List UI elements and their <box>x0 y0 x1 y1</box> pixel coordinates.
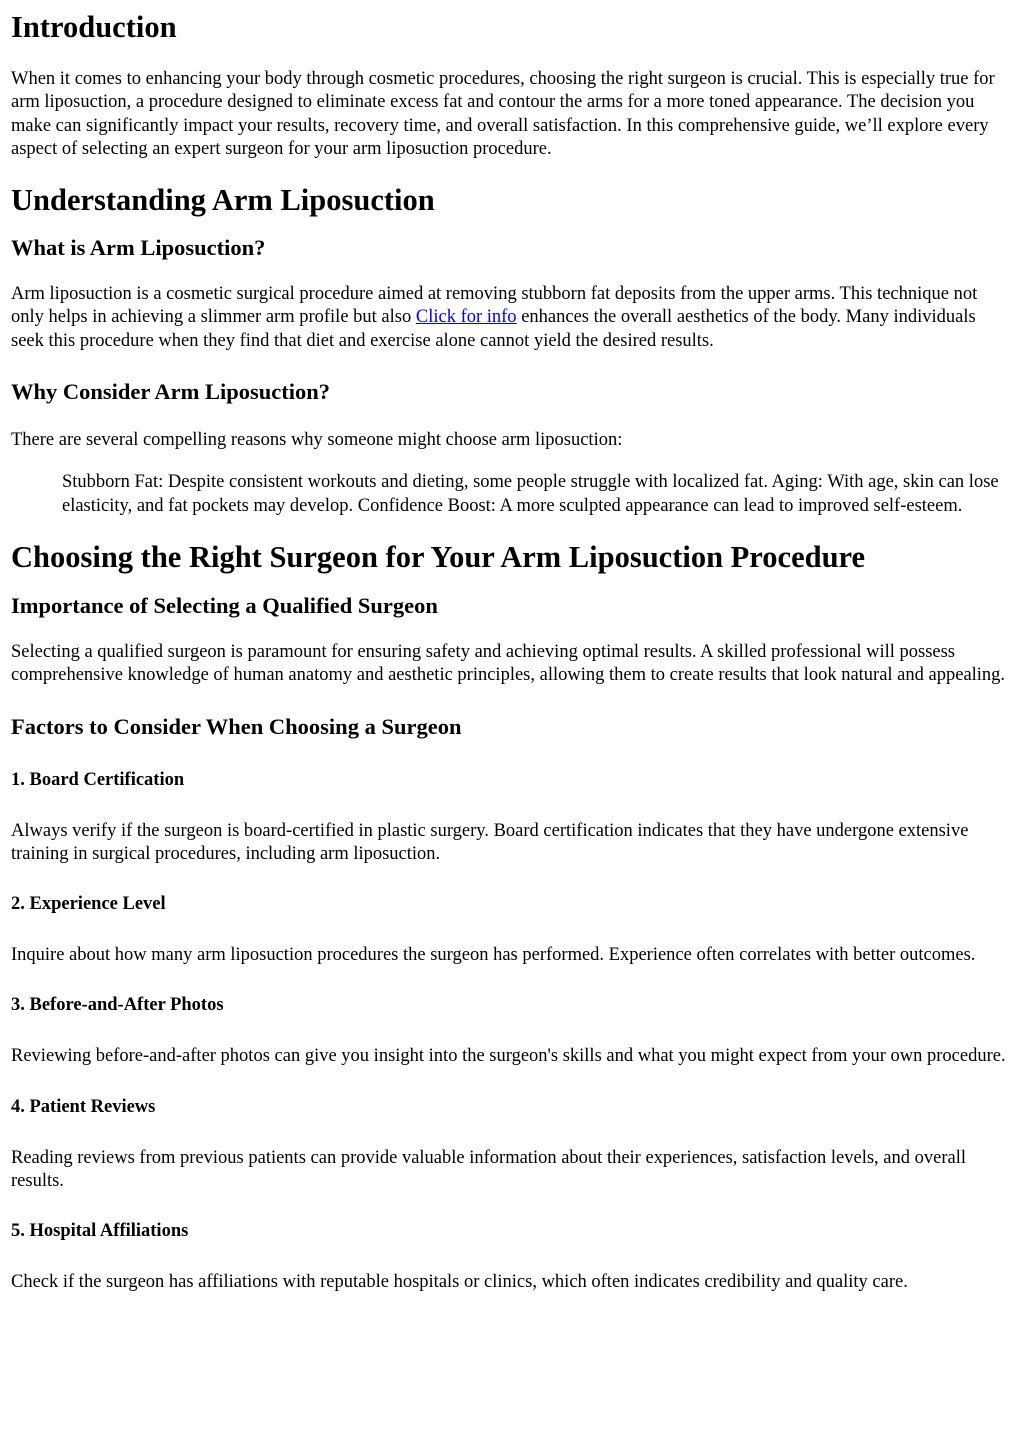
importance-heading: Importance of Selecting a Qualified Surgeon <box>11 592 438 618</box>
factor-text: Reviewing before-and-after photos can give you insight into the surgeon's skills and what you might expect from your own procedure. <box>11 1046 1006 1067</box>
factor-heading: 2. Experience Level <box>11 894 166 915</box>
intro-heading: Introduction <box>11 10 177 44</box>
why-heading: Why Consider Arm Liposuction? <box>11 379 331 405</box>
factor-heading: 5. Hospital Affiliations <box>11 1221 189 1242</box>
importance-paragraph: Selecting a qualified surgeon is paramount for ensuring safety and achieving optimal results. A skilled professional will possess comprehensive knowledge of human anatomy and aesthetic principles, allowing them to create results that look natural and appealing. <box>11 641 1006 686</box>
what-heading: What is Arm Liposuction? <box>11 235 266 261</box>
click-for-info-link[interactable]: Click for info <box>415 307 517 328</box>
factor-text: Check if the surgeon has affiliations with reputable hospitals or clinics, which often indicates credibility and quality care. <box>11 1272 908 1293</box>
factor-heading: 4. Patient Reviews <box>11 1096 156 1117</box>
factors-heading: Factors to Consider When Choosing a Surgeon <box>11 713 462 739</box>
understanding-heading: Understanding Arm Liposuction <box>11 183 435 218</box>
factor-heading: 3. Before-and-After Photos <box>11 995 224 1016</box>
what-paragraph <box>11 283 1013 353</box>
what-text-after-link: enhances the overall aesthetics of the body. Many individuals seek this procedure when they find that diet and exercise alone cannot yield the desired results. <box>11 307 976 351</box>
factor-text: Inquire about how many arm liposuction procedures the surgeon has performed. Experience often correlates with better outcomes. <box>11 945 976 966</box>
what-text-before-link: Arm liposuction is a cosmetic surgical procedure aimed at removing stubborn fat deposits from the upper arms. This technique not only helps in achieving a slimmer arm profile but also <box>11 284 978 328</box>
intro-paragraph: When it comes to enhancing your body through cosmetic procedures, choosing the right surgeon is crucial. This is especially true for arm liposuction, a procedure designed to eliminate excess fat and contour the arms for a more toned appearance. The decision you make can significantly impact your results, recovery time, and overall satisfaction. In this comprehensive guide, we’ll explore every aspect of selecting an expert surgeon for your arm liposuction procedure. <box>11 69 995 159</box>
reasons-quote: Stubborn Fat: Despite consistent workouts and dieting, some people struggle with localized fat. Aging: With age, skin can lose elasticity, and fat pockets may develop. Confidence Boost: A more sculpted appearance can lead to improved self-esteem. <box>62 472 999 516</box>
factor-text: Always verify if the surgeon is board-certified in plastic surgery. Board certification indicates that they have undergone extensive training in surgical procedures, including arm liposuction. <box>11 820 969 864</box>
factor-heading: 1. Board Certification <box>11 769 185 790</box>
factor-text: Reading reviews from previous patients can provide valuable information about their experiences, satisfaction levels, and overall results. <box>11 1147 966 1192</box>
why-paragraph: There are several compelling reasons why someone might choose arm liposuction: <box>11 430 623 451</box>
choosing-heading: Choosing the Right Surgeon for Your Arm Liposuction Procedure <box>11 539 866 574</box>
